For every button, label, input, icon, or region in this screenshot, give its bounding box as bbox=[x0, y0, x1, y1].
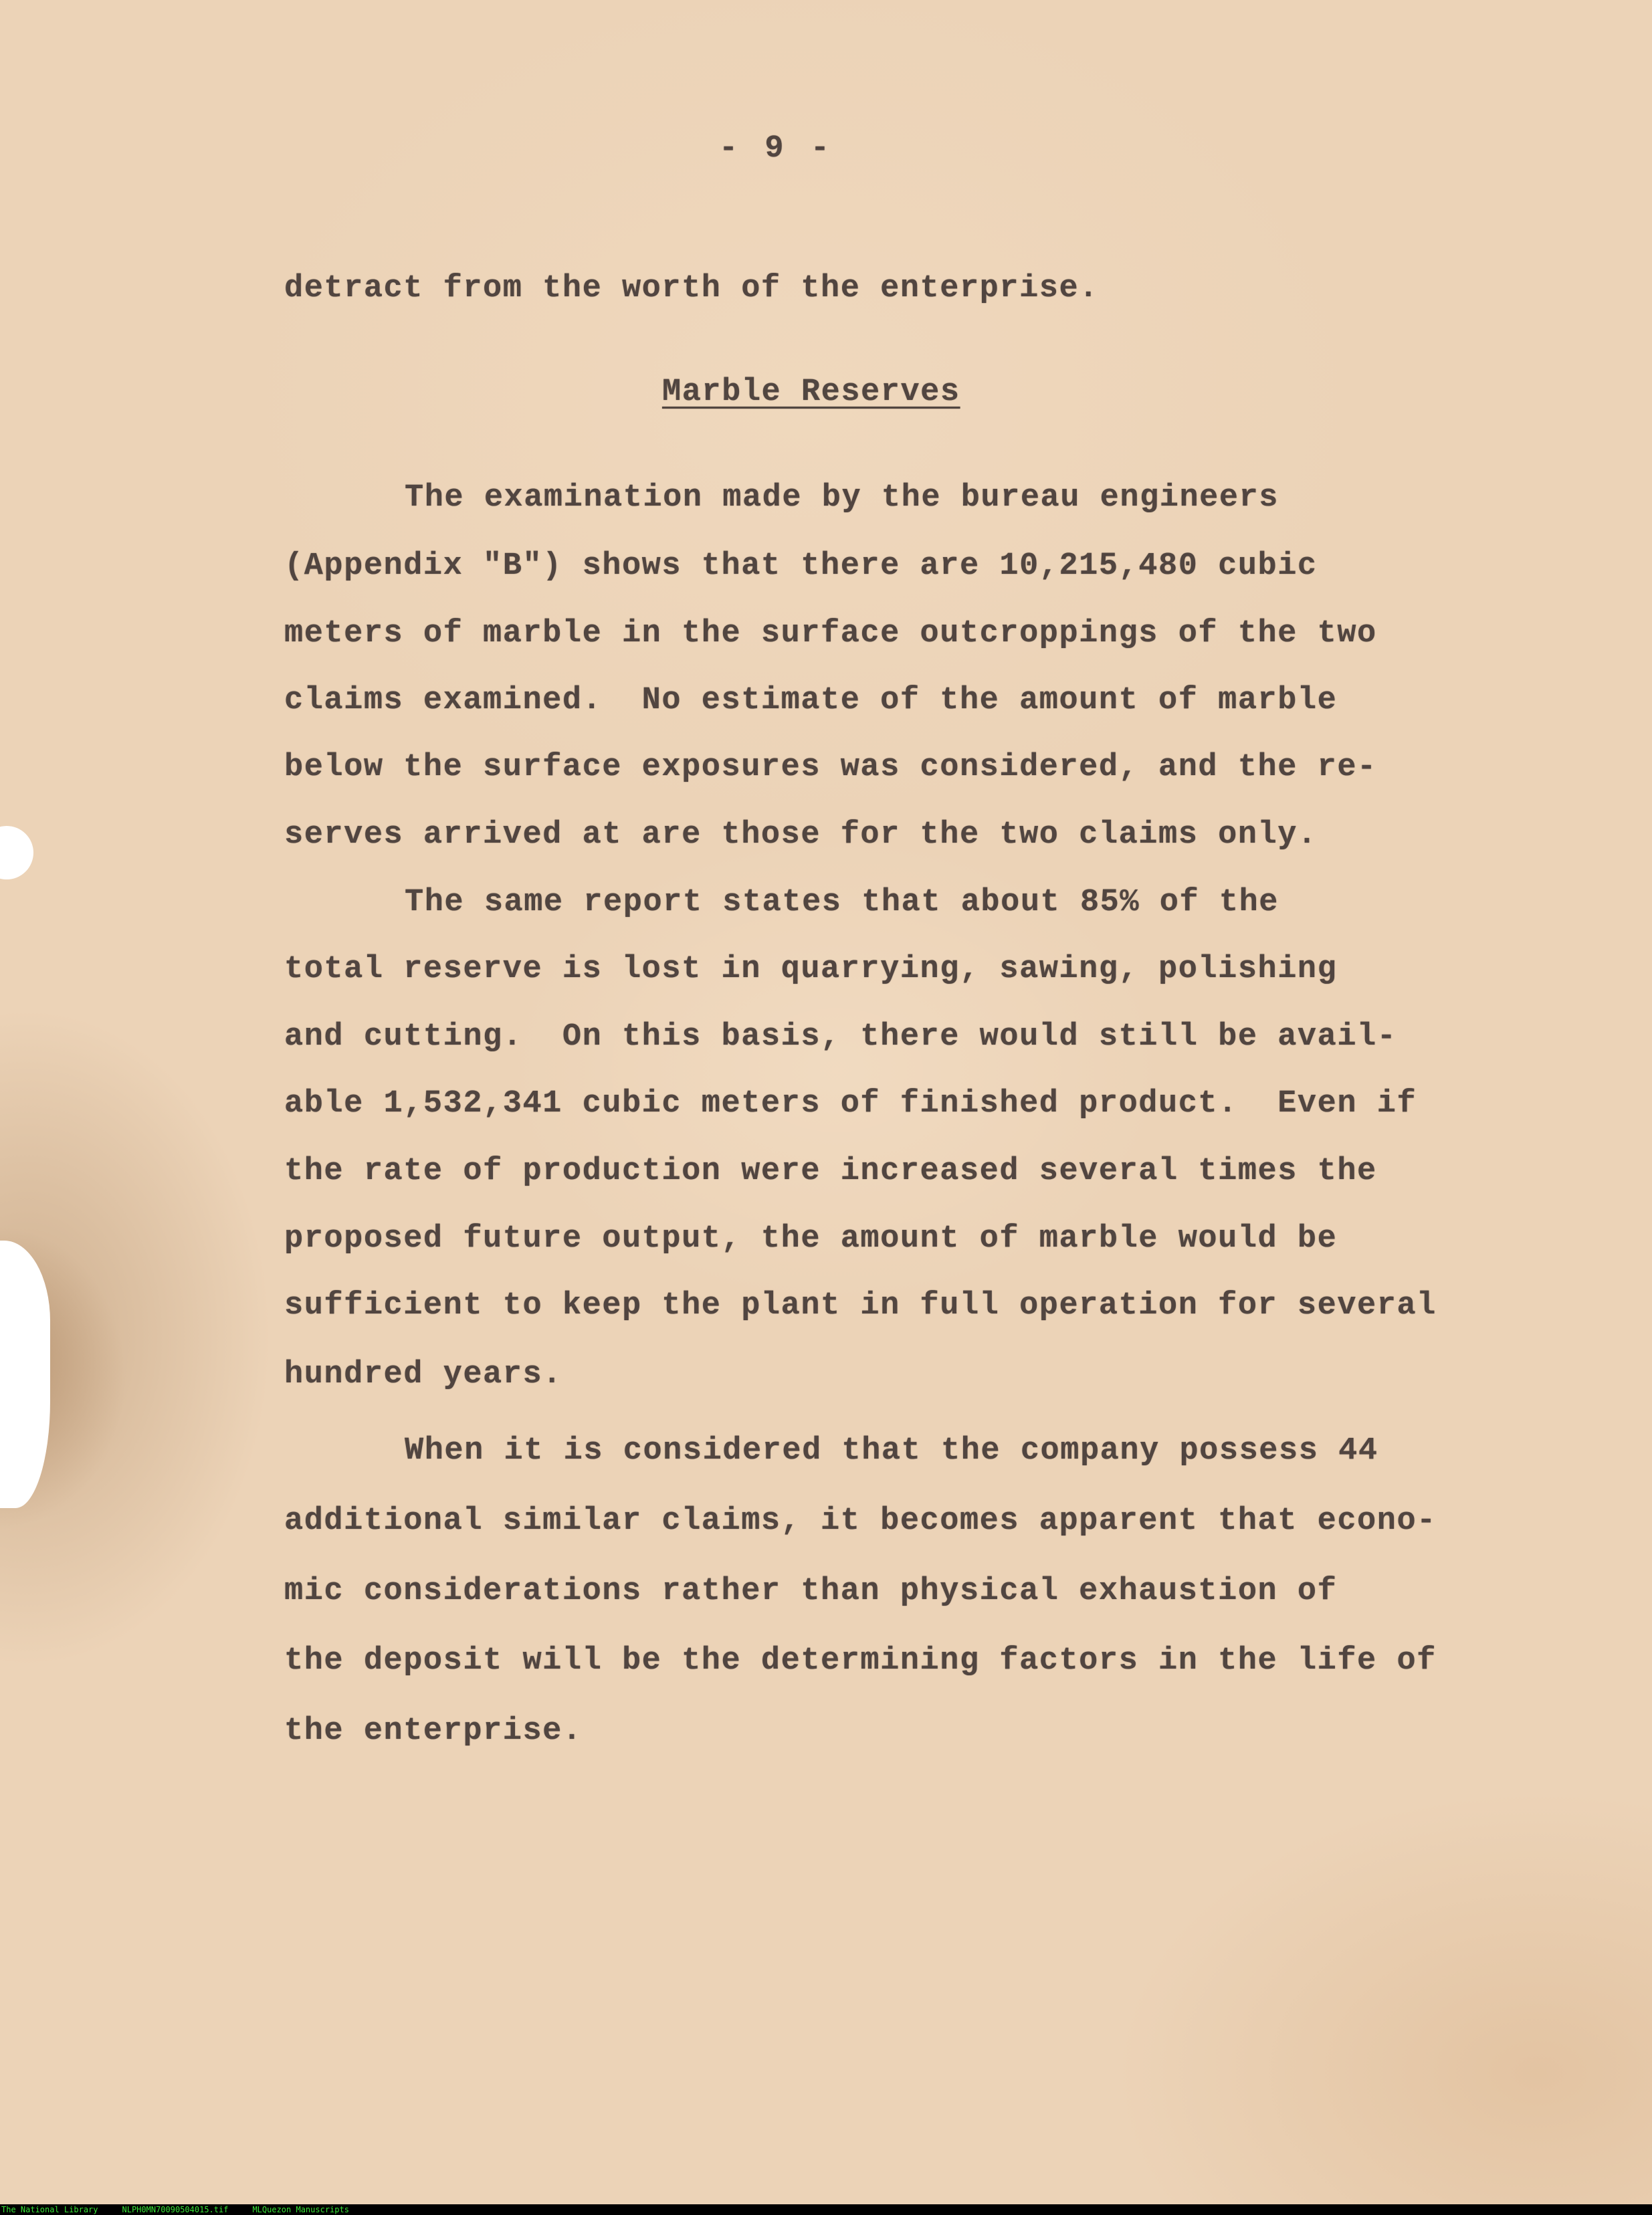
scan-footer bbox=[1, 2205, 349, 2214]
paragraph-2-line-5: the rate of production were increased several times the bbox=[284, 1154, 1377, 1189]
paragraph-2-line-2: total reserve is lost in quarrying, sawing, polishing bbox=[284, 952, 1338, 987]
paragraph-1-line-5: below the surface exposures was considered, and the re- bbox=[284, 750, 1377, 785]
paragraph-1-line-3: meters of marble in the surface outcroppings of the two bbox=[284, 616, 1377, 651]
page-number: - 9 - bbox=[719, 131, 834, 167]
paragraph-2-line-8: hundred years. bbox=[284, 1357, 562, 1392]
paragraph-3-line-2: additional similar claims, it becomes apparent that econo- bbox=[284, 1503, 1437, 1539]
paragraph-1-line-1: The examination made by the bureau engineers bbox=[405, 480, 1279, 516]
paragraph-1-line-6: serves arrived at are those for the two claims only. bbox=[284, 817, 1318, 853]
paragraph-2-line-7: sufficient to keep the plant in full operation for several bbox=[284, 1288, 1437, 1324]
binder-hole bbox=[0, 826, 33, 879]
paragraph-3-line-3: mic considerations rather than physical exhaustion of bbox=[284, 1574, 1338, 1609]
paragraph-3-line-5: the enterprise. bbox=[284, 1713, 583, 1749]
footer-library: The National Library bbox=[1, 2205, 98, 2214]
opening-line: detract from the worth of the enterprise. bbox=[284, 271, 1099, 306]
footer-file: NLPH0MN70090504015.tif bbox=[122, 2205, 229, 2214]
paragraph-1-line-2: (Appendix "B") shows that there are 10,215,480 cubic bbox=[284, 548, 1318, 584]
paragraph-3-line-4: the deposit will be the determining factors in the life of bbox=[284, 1643, 1437, 1679]
paragraph-2-line-4: able 1,532,341 cubic meters of finished product. Even if bbox=[284, 1086, 1417, 1122]
footer-collection: MLQuezon Manuscripts bbox=[252, 2205, 349, 2214]
section-heading: Marble Reserves bbox=[662, 375, 960, 410]
paragraph-1-line-4: claims examined. No estimate of the amount of marble bbox=[284, 683, 1338, 718]
paragraph-2-line-1: The same report states that about 85% of the bbox=[405, 885, 1279, 920]
paragraph-2-line-6: proposed future output, the amount of marble would be bbox=[284, 1221, 1338, 1257]
paragraph-2-line-3: and cutting. On this basis, there would still be avail- bbox=[284, 1019, 1397, 1055]
paragraph-3-line-1: When it is considered that the company possess 44 bbox=[405, 1433, 1378, 1469]
